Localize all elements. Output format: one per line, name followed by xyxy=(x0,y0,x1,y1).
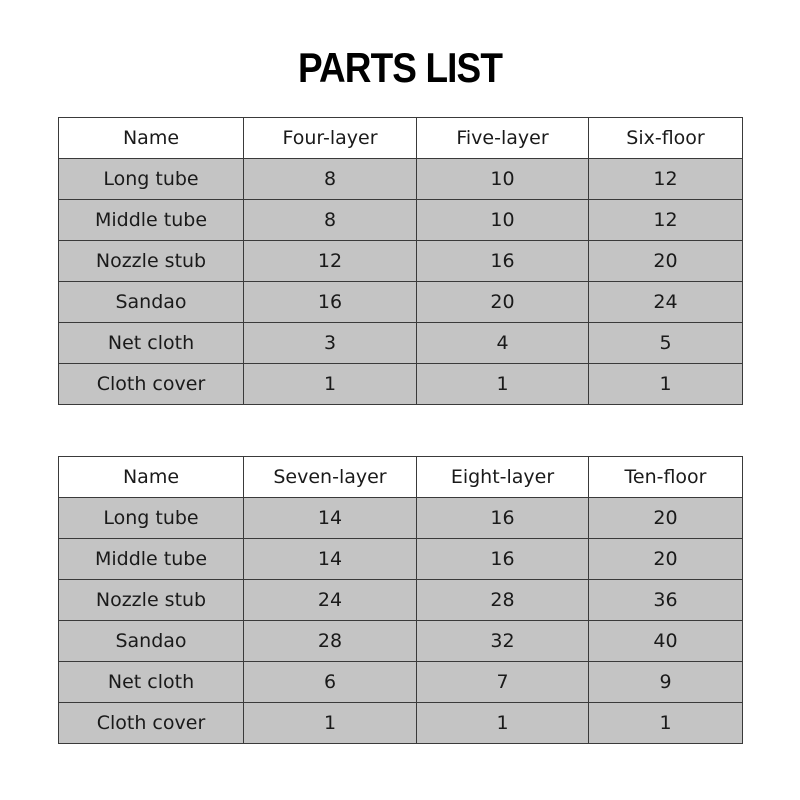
quantity-cell: 4 xyxy=(417,323,589,364)
part-name-cell: Long tube xyxy=(59,498,244,539)
table-row xyxy=(59,159,743,200)
quantity-cell: 1 xyxy=(589,364,743,405)
quantity-cell: 12 xyxy=(244,241,417,282)
quantity-cell: 32 xyxy=(417,621,589,662)
quantity-cell: 1 xyxy=(417,703,589,744)
column-header-name: Name xyxy=(59,457,244,498)
quantity-cell: 1 xyxy=(244,703,417,744)
parts-table-1 xyxy=(58,117,743,405)
parts-table-2 xyxy=(58,456,743,744)
quantity-cell: 12 xyxy=(589,159,743,200)
quantity-cell: 14 xyxy=(244,498,417,539)
part-name-cell: Long tube xyxy=(59,159,244,200)
part-name-cell: Sandao xyxy=(59,621,244,662)
quantity-cell: 24 xyxy=(244,580,417,621)
quantity-cell: 10 xyxy=(417,200,589,241)
part-name-cell: Middle tube xyxy=(59,539,244,580)
column-header: Seven-layer xyxy=(244,457,417,498)
quantity-cell: 28 xyxy=(244,621,417,662)
column-header: Six-floor xyxy=(589,118,743,159)
quantity-cell: 14 xyxy=(244,539,417,580)
part-name-cell: Cloth cover xyxy=(59,703,244,744)
column-header: Ten-floor xyxy=(589,457,743,498)
quantity-cell: 36 xyxy=(589,580,743,621)
table-row xyxy=(59,662,743,703)
quantity-cell: 1 xyxy=(417,364,589,405)
quantity-cell: 12 xyxy=(589,200,743,241)
table-row xyxy=(59,200,743,241)
table-row xyxy=(59,498,743,539)
quantity-cell: 3 xyxy=(244,323,417,364)
quantity-cell: 40 xyxy=(589,621,743,662)
table-row xyxy=(59,703,743,744)
quantity-cell: 1 xyxy=(244,364,417,405)
quantity-cell: 16 xyxy=(417,539,589,580)
quantity-cell: 10 xyxy=(417,159,589,200)
column-header: Four-layer xyxy=(244,118,417,159)
table-row xyxy=(59,621,743,662)
table-header-row xyxy=(59,118,743,159)
quantity-cell: 20 xyxy=(589,539,743,580)
quantity-cell: 16 xyxy=(417,241,589,282)
quantity-cell: 20 xyxy=(417,282,589,323)
table-row xyxy=(59,282,743,323)
quantity-cell: 20 xyxy=(589,241,743,282)
quantity-cell: 8 xyxy=(244,200,417,241)
quantity-cell: 16 xyxy=(244,282,417,323)
quantity-cell: 8 xyxy=(244,159,417,200)
quantity-cell: 28 xyxy=(417,580,589,621)
table-row xyxy=(59,580,743,621)
table-row xyxy=(59,323,743,364)
part-name-cell: Nozzle stub xyxy=(59,241,244,282)
quantity-cell: 20 xyxy=(589,498,743,539)
part-name-cell: Sandao xyxy=(59,282,244,323)
part-name-cell: Nozzle stub xyxy=(59,580,244,621)
quantity-cell: 24 xyxy=(589,282,743,323)
part-name-cell: Middle tube xyxy=(59,200,244,241)
table-row xyxy=(59,539,743,580)
part-name-cell: Cloth cover xyxy=(59,364,244,405)
quantity-cell: 16 xyxy=(417,498,589,539)
table-row xyxy=(59,241,743,282)
column-header-name: Name xyxy=(59,118,244,159)
table-row xyxy=(59,364,743,405)
column-header: Eight-layer xyxy=(417,457,589,498)
quantity-cell: 9 xyxy=(589,662,743,703)
part-name-cell: Net cloth xyxy=(59,662,244,703)
page-title: PARTS LIST xyxy=(297,44,503,91)
quantity-cell: 5 xyxy=(589,323,743,364)
quantity-cell: 7 xyxy=(417,662,589,703)
quantity-cell: 6 xyxy=(244,662,417,703)
column-header: Five-layer xyxy=(417,118,589,159)
table-header-row xyxy=(59,457,743,498)
part-name-cell: Net cloth xyxy=(59,323,244,364)
quantity-cell: 1 xyxy=(589,703,743,744)
